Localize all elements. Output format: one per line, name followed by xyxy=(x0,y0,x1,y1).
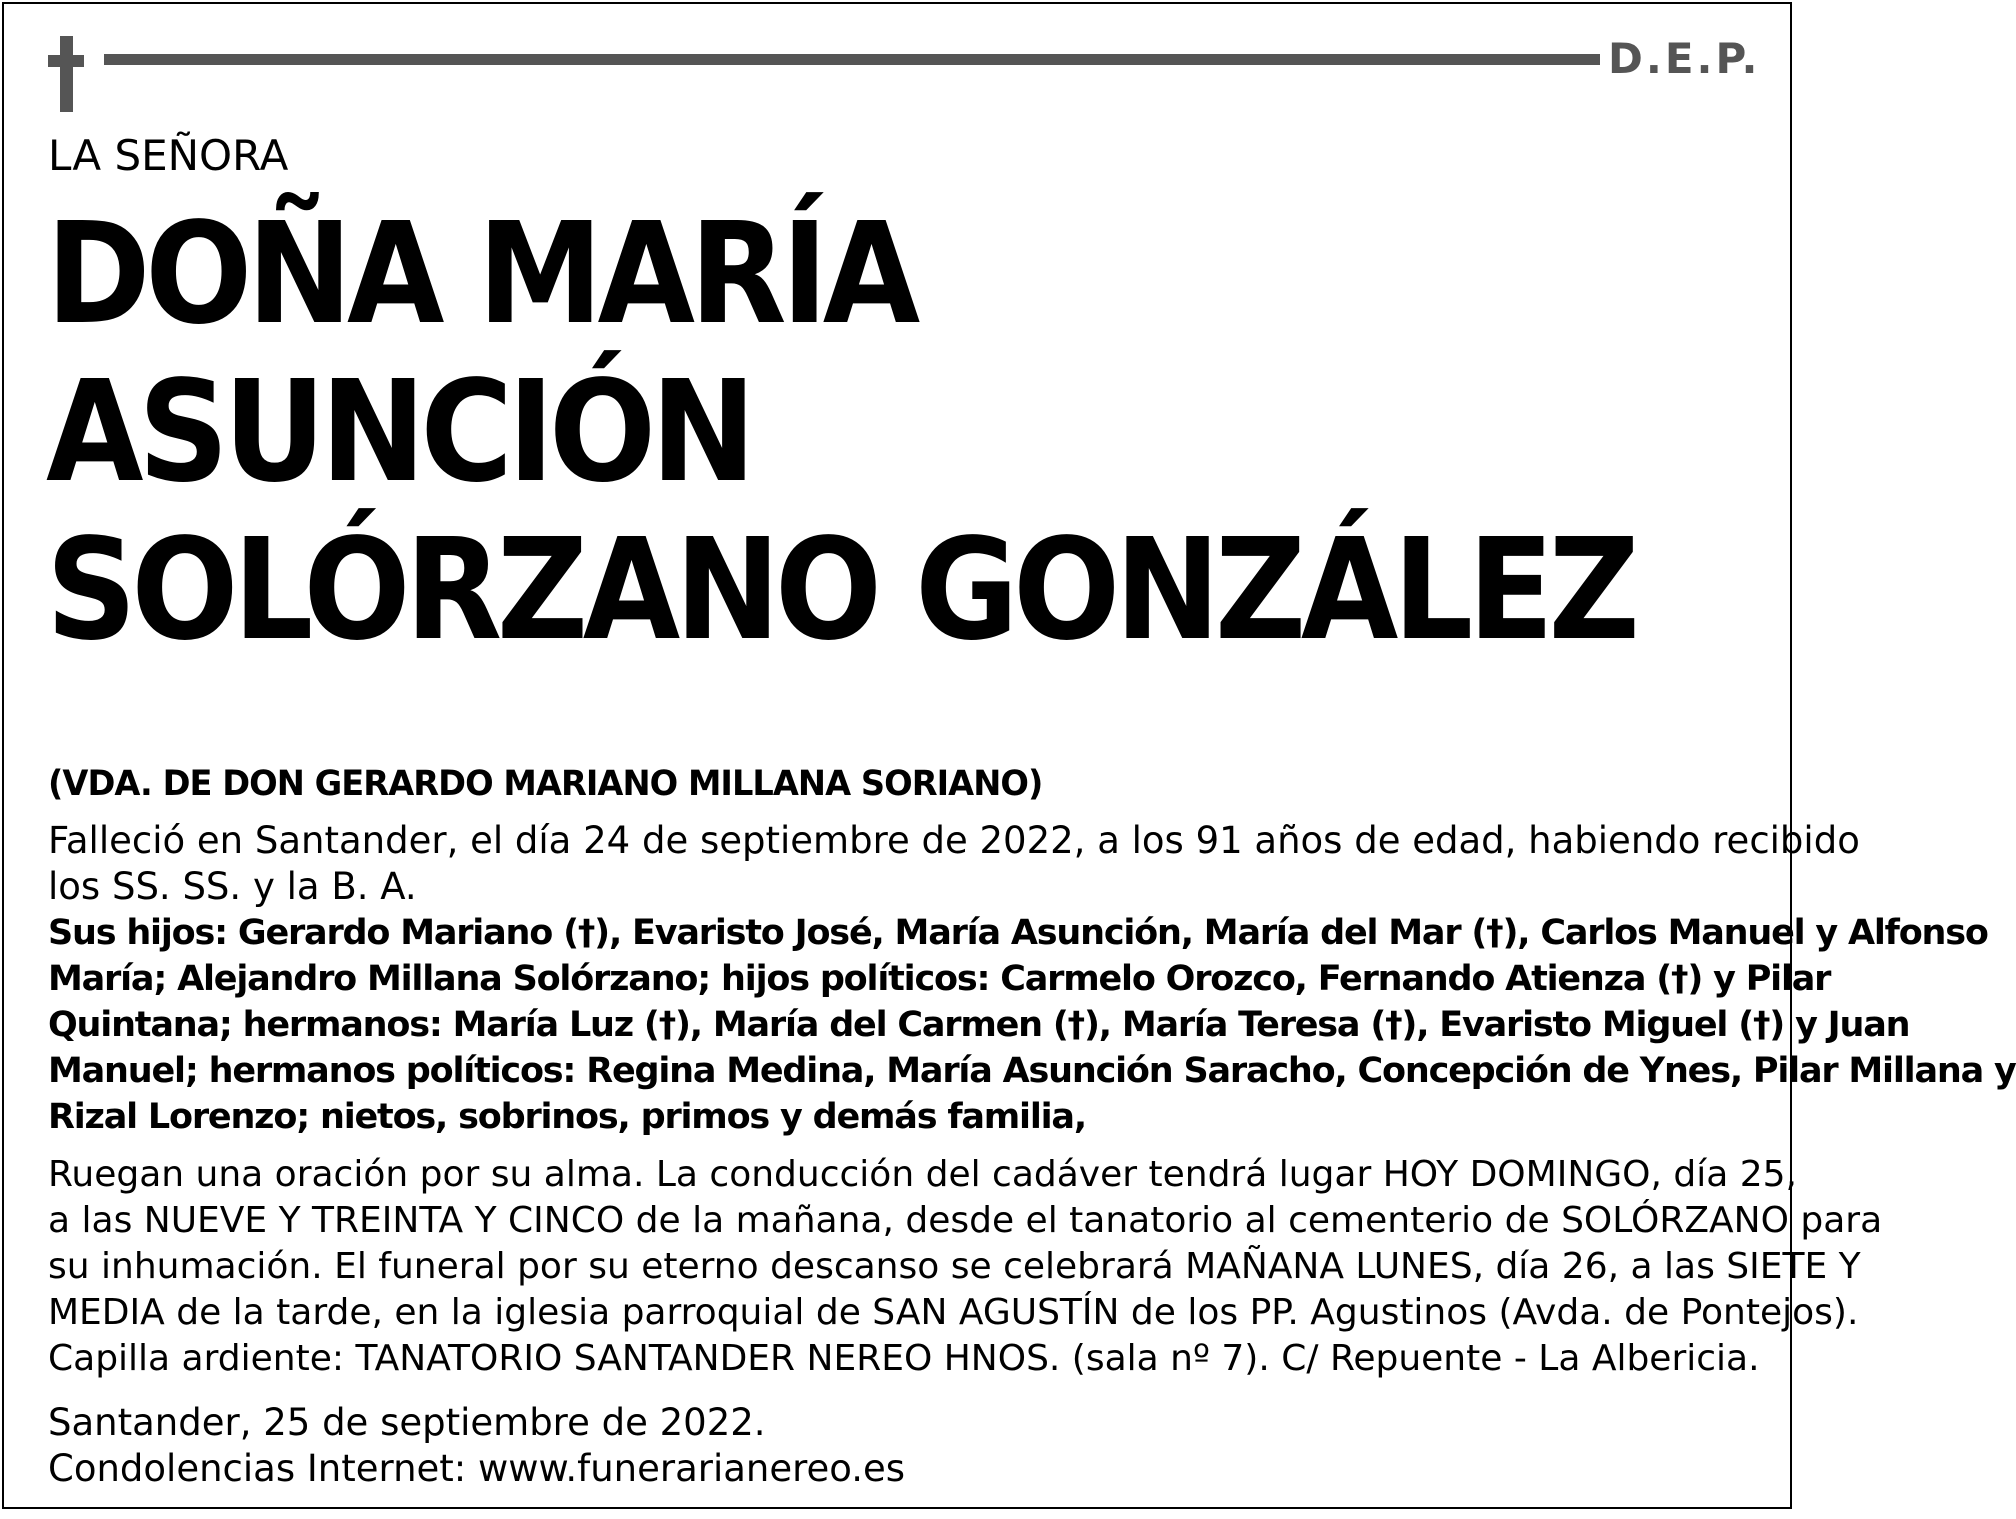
name-line-1: DOÑA MARÍA xyxy=(46,193,915,356)
name-line-2: ASUNCIÓN xyxy=(46,351,751,514)
family-line: Manuel; hermanos políticos: Regina Medina, María Asunción Saracho, Concepción de Ynes, Pilar Millana y xyxy=(48,1051,2016,1091)
intro-label: LA SEÑORA xyxy=(48,131,289,180)
header-rule xyxy=(104,54,1600,65)
death-notice xyxy=(48,818,1860,910)
funeral-line: MEDIA de la tarde, en la iglesia parroquial de SAN AGUSTÍN de los PP. Agustinos (Avda. de Pontejos). xyxy=(48,1292,1859,1333)
dep-label: D.E.P. xyxy=(1608,34,1761,83)
funeral-line: su inhumación. El funeral por su eterno descanso se celebrará MAÑANA LUNES, día 26, a las SIETE Y xyxy=(48,1246,1861,1287)
family-line: Rizal Lorenzo; nietos, sobrinos, primos y demás familia, xyxy=(48,1097,1086,1137)
widow-of: (VDA. DE DON GERARDO MARIANO MILLANA SORIANO) xyxy=(48,764,1043,804)
cross-icon xyxy=(48,36,84,112)
name-line-3: SOLÓRZANO GONZÁLEZ xyxy=(46,509,1635,672)
death-notice-line: los SS. SS. y la B. A. xyxy=(48,865,417,908)
place-date: Santander, 25 de septiembre de 2022. xyxy=(48,1401,766,1444)
family-line: María; Alejandro Millana Solórzano; hijos políticos: Carmelo Orozco, Fernando Atienza (†) y Pilar xyxy=(48,959,1831,999)
family-list xyxy=(48,910,2016,1140)
funeral-details xyxy=(48,1152,1883,1382)
condolences-link[interactable]: Condolencias Internet: www.funerarianereo.es xyxy=(48,1447,906,1490)
closing xyxy=(48,1400,905,1492)
family-line: Sus hijos: Gerardo Mariano (†), Evaristo José, María Asunción, María del Mar (†), Carlos Manuel y Alfonso xyxy=(48,913,1988,953)
funeral-line: Capilla ardiente: TANATORIO SANTANDER NEREO HNOS. (sala nº 7). C/ Repuente - La Albericia. xyxy=(48,1338,1760,1379)
deceased-name xyxy=(46,193,1635,672)
funeral-line: a las NUEVE Y TREINTA Y CINCO de la mañana, desde el tanatorio al cementerio de SOLÓRZANO para xyxy=(48,1200,1883,1241)
death-notice-line: Falleció en Santander, el día 24 de septiembre de 2022, a los 91 años de edad, habiendo recibido xyxy=(48,819,1860,862)
funeral-line: Ruegan una oración por su alma. La conducción del cadáver tendrá lugar HOY DOMINGO, día 25, xyxy=(48,1154,1797,1195)
family-line: Quintana; hermanos: María Luz (†), María del Carmen (†), María Teresa (†), Evaristo Miguel (†) y Juan xyxy=(48,1005,1910,1045)
